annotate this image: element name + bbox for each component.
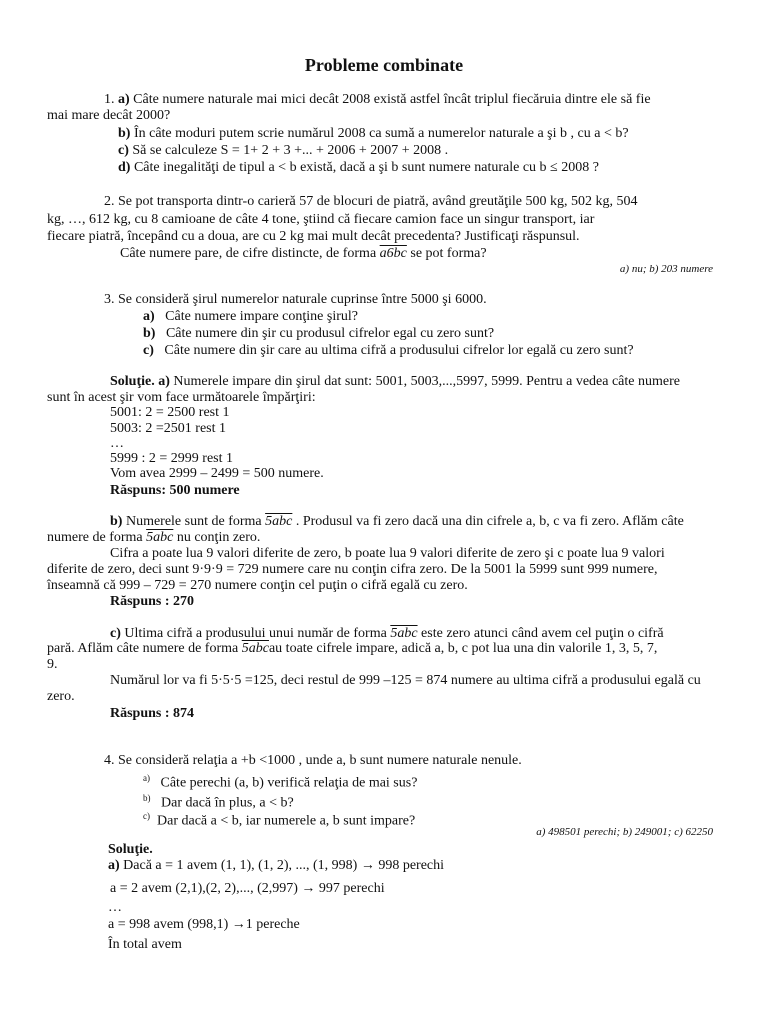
problem-3-qa-label: a): [143, 309, 155, 324]
answer-a: Răspuns: 500 numere: [110, 483, 240, 498]
problem-4-question-c: [143, 808, 415, 830]
problem-4-intro: 4. Se consideră relaţia a +b <1000 , unde a, b sunt numere naturale nenule.: [104, 753, 522, 768]
problem-4-solution-line-3: a = 998 avem (998,1) →1 pereche: [108, 917, 300, 932]
problem-3-qc-text: Câte numere din şir care au ultima cifră a produsului cifrelor lor egală cu zero sunt?: [164, 343, 634, 358]
solution-c-line-2: [47, 641, 657, 657]
solution-b-line-5: înseamnă că 999 – 729 = 270 numere conţin cel puţin o cifră egală cu zero.: [47, 578, 468, 593]
problem-1-part-c: [118, 143, 448, 159]
solution-c2-post: au toate cifrele impare, adică a, b, c pot lua una din valorile 1, 3, 5, 7,: [268, 641, 658, 656]
problem-2-answer: a) nu; b) 203 numere: [619, 263, 713, 275]
problem-4-qa-text: Câte perechi (a, b) verifică relaţia de mai sus?: [160, 775, 418, 791]
ellipsis: …: [110, 436, 124, 451]
solution-b-label: b): [110, 514, 123, 529]
problem-3-intro: 3. Se consideră şirul numerelor naturale cuprinse între 5000 şi 6000.: [104, 292, 487, 307]
problem-2-line-2: kg, …, 612 kg, cu 8 camioane de câte 4 tone, ştiind că fiecare camion face un singur transport, iar: [47, 212, 595, 227]
problem-3-qb-text: Câte numere din şir cu produsul cifrelor egal cu zero sunt?: [165, 326, 495, 341]
problem-2-line-1: 2. Se pot transporta dintr-o carieră 57 de blocuri de piatră, având greutăţile 500 kg, 502 kg, 504: [104, 194, 638, 209]
problem-4-qb-label: b): [143, 793, 151, 803]
problem-2-line-3: fiecare piatră, începând cu a doua, are cu 2 kg mai mult decât precedenta? Justificaţi răspunsul.: [47, 229, 580, 244]
problem-3-question-b: [143, 326, 494, 342]
problem-4-solution-line-2: a = 2 avem (2,1),(2, 2),..., (2,997) → 997 perechi: [110, 881, 385, 896]
number-form: 5abc: [265, 514, 293, 529]
problem-1-d-text: Câte inegalităţi de tipul a < b există, dacă a şi b sunt numere naturale cu b ≤ 2008 ?: [130, 160, 599, 175]
problem-4-solution-label: Soluţie.: [108, 842, 153, 857]
problem-4-s1-label: a): [108, 858, 120, 873]
problem-4-solution-line-1: [108, 858, 444, 874]
problem-4-qb-text: Dar dacă în plus, a < b?: [161, 795, 294, 811]
solution-a-text: Numerele impare din şirul dat sunt: 5001, 5003,...,5997, 5999. Pentru a vedea câte numere: [169, 374, 680, 389]
problem-1-c-label: c): [118, 143, 129, 158]
answer-b: Răspuns : 270: [110, 594, 195, 609]
problem-2-line-4: [120, 246, 487, 262]
solution-c-line-3: 9.: [47, 657, 58, 672]
solution-c-line-1: [110, 626, 664, 642]
page-title: Probleme combinate: [304, 55, 464, 75]
problem-4-s1-text: Dacă a = 1 avem (1, 1), (1, 2), ..., (1, 998) → 998 perechi: [119, 858, 445, 873]
problem-1-part-d: [118, 160, 599, 176]
problem-4-question-a: [143, 770, 417, 792]
solution-b-line-2: [47, 530, 260, 546]
solution-c2-pre: pară. Aflăm câte numere de forma: [47, 641, 242, 656]
number-form: 5abc: [146, 530, 174, 545]
solution-b-pre: Numerele sunt de forma: [122, 514, 266, 529]
problem-1-b-text: În câte moduri putem scrie numărul 2008 ca sumă a numerelor naturale a şi b , cu a < b?: [130, 126, 629, 141]
solution-b-line-3: Cifra a poate lua 9 valori diferite de zero, b poate lua 9 valori diferite de zero şi c poate lua 9 valori: [110, 546, 665, 561]
problem-1-a-label: a): [118, 92, 130, 107]
solution-c-label: c): [110, 626, 121, 641]
division-1: 5001: 2 = 2500 rest 1: [110, 405, 230, 420]
problem-3-solution-a: [110, 374, 680, 390]
problem-4-answer: a) 498501 perechi; b) 249001; c) 62250: [536, 826, 713, 838]
problem-2-line-4-post: se pot forma?: [406, 246, 487, 261]
problem-3-qc-label: c): [143, 343, 154, 358]
problem-1-part-b: [118, 126, 629, 142]
solution-b-line-1: [110, 514, 684, 530]
problem-3-question-a: [143, 309, 358, 325]
problem-4-qa-label: a): [143, 773, 150, 783]
division-2: 5003: 2 =2501 rest 1: [110, 421, 226, 436]
solution-a-text-cont: sunt în acest şir vom face următoarele împărţiri:: [47, 390, 316, 405]
problem-1-part-a: [104, 92, 651, 108]
problem-3-question-c: [143, 343, 634, 359]
result-line: Vom avea 2999 – 2499 = 500 numere.: [110, 466, 324, 481]
problem-2-number-form: a6bc: [379, 246, 407, 261]
problem-1-d-label: d): [118, 160, 131, 175]
problem-1-a-text: Câte numere naturale mai mici decât 2008 există astfel încât triplul fiecăruia dintre ele să fie: [129, 92, 651, 107]
problem-4-ellipsis: …: [108, 900, 122, 915]
solution-c-line-5: zero.: [47, 689, 75, 704]
number-form: 5abc: [390, 626, 418, 641]
number-form: 5abc: [241, 641, 269, 656]
problem-4-qc-label: c): [143, 811, 150, 821]
problem-3-qb-label: b): [143, 326, 156, 341]
problem-1-a-text-cont: mai mare decât 2000?: [47, 108, 171, 123]
solution-c-line-4: Numărul lor va fi 5·5·5 =125, deci restul de 999 –125 = 874 numere au ultima cifră a produsului egală cu: [110, 673, 701, 688]
problem-3-qa-text: Câte numere impare conţine şirul?: [165, 309, 358, 324]
solution-b2-post: nu conţin zero.: [173, 530, 261, 545]
problem-1-c-text: Să se calculeze S = 1+ 2 + 3 +... + 2006 + 2007 + 2008 .: [128, 143, 449, 158]
solution-c-post: este zero atunci când avem cel puţin o cifră: [417, 626, 664, 641]
problem-1-number: 1.: [104, 92, 118, 107]
solution-c-pre: Ultima cifră a produsului unui număr de forma: [120, 626, 391, 641]
problem-2-line-4-pre: Câte numere pare, de cifre distincte, de forma: [120, 246, 380, 261]
problem-4-solution-line-4: În total avem: [108, 937, 182, 952]
solution-b2-pre: numere de forma: [47, 530, 147, 545]
solution-label: Soluţie. a): [110, 374, 170, 389]
problem-1-b-label: b): [118, 126, 131, 141]
answer-c: Răspuns : 874: [110, 706, 195, 721]
division-3: 5999 : 2 = 2999 rest 1: [110, 451, 233, 466]
solution-b-post: . Produsul va fi zero dacă una din cifrele a, b, c va fi zero. Aflăm câte: [292, 514, 684, 529]
problem-4-qc-text: Dar dacă a < b, iar numerele a, b sunt impare?: [157, 813, 416, 829]
solution-b-line-4: diferite de zero, deci sunt 9·9·9 = 729 numere care nu conţin cifra zero. De la 5001 la 5999 sunt 999 numere,: [47, 562, 658, 577]
